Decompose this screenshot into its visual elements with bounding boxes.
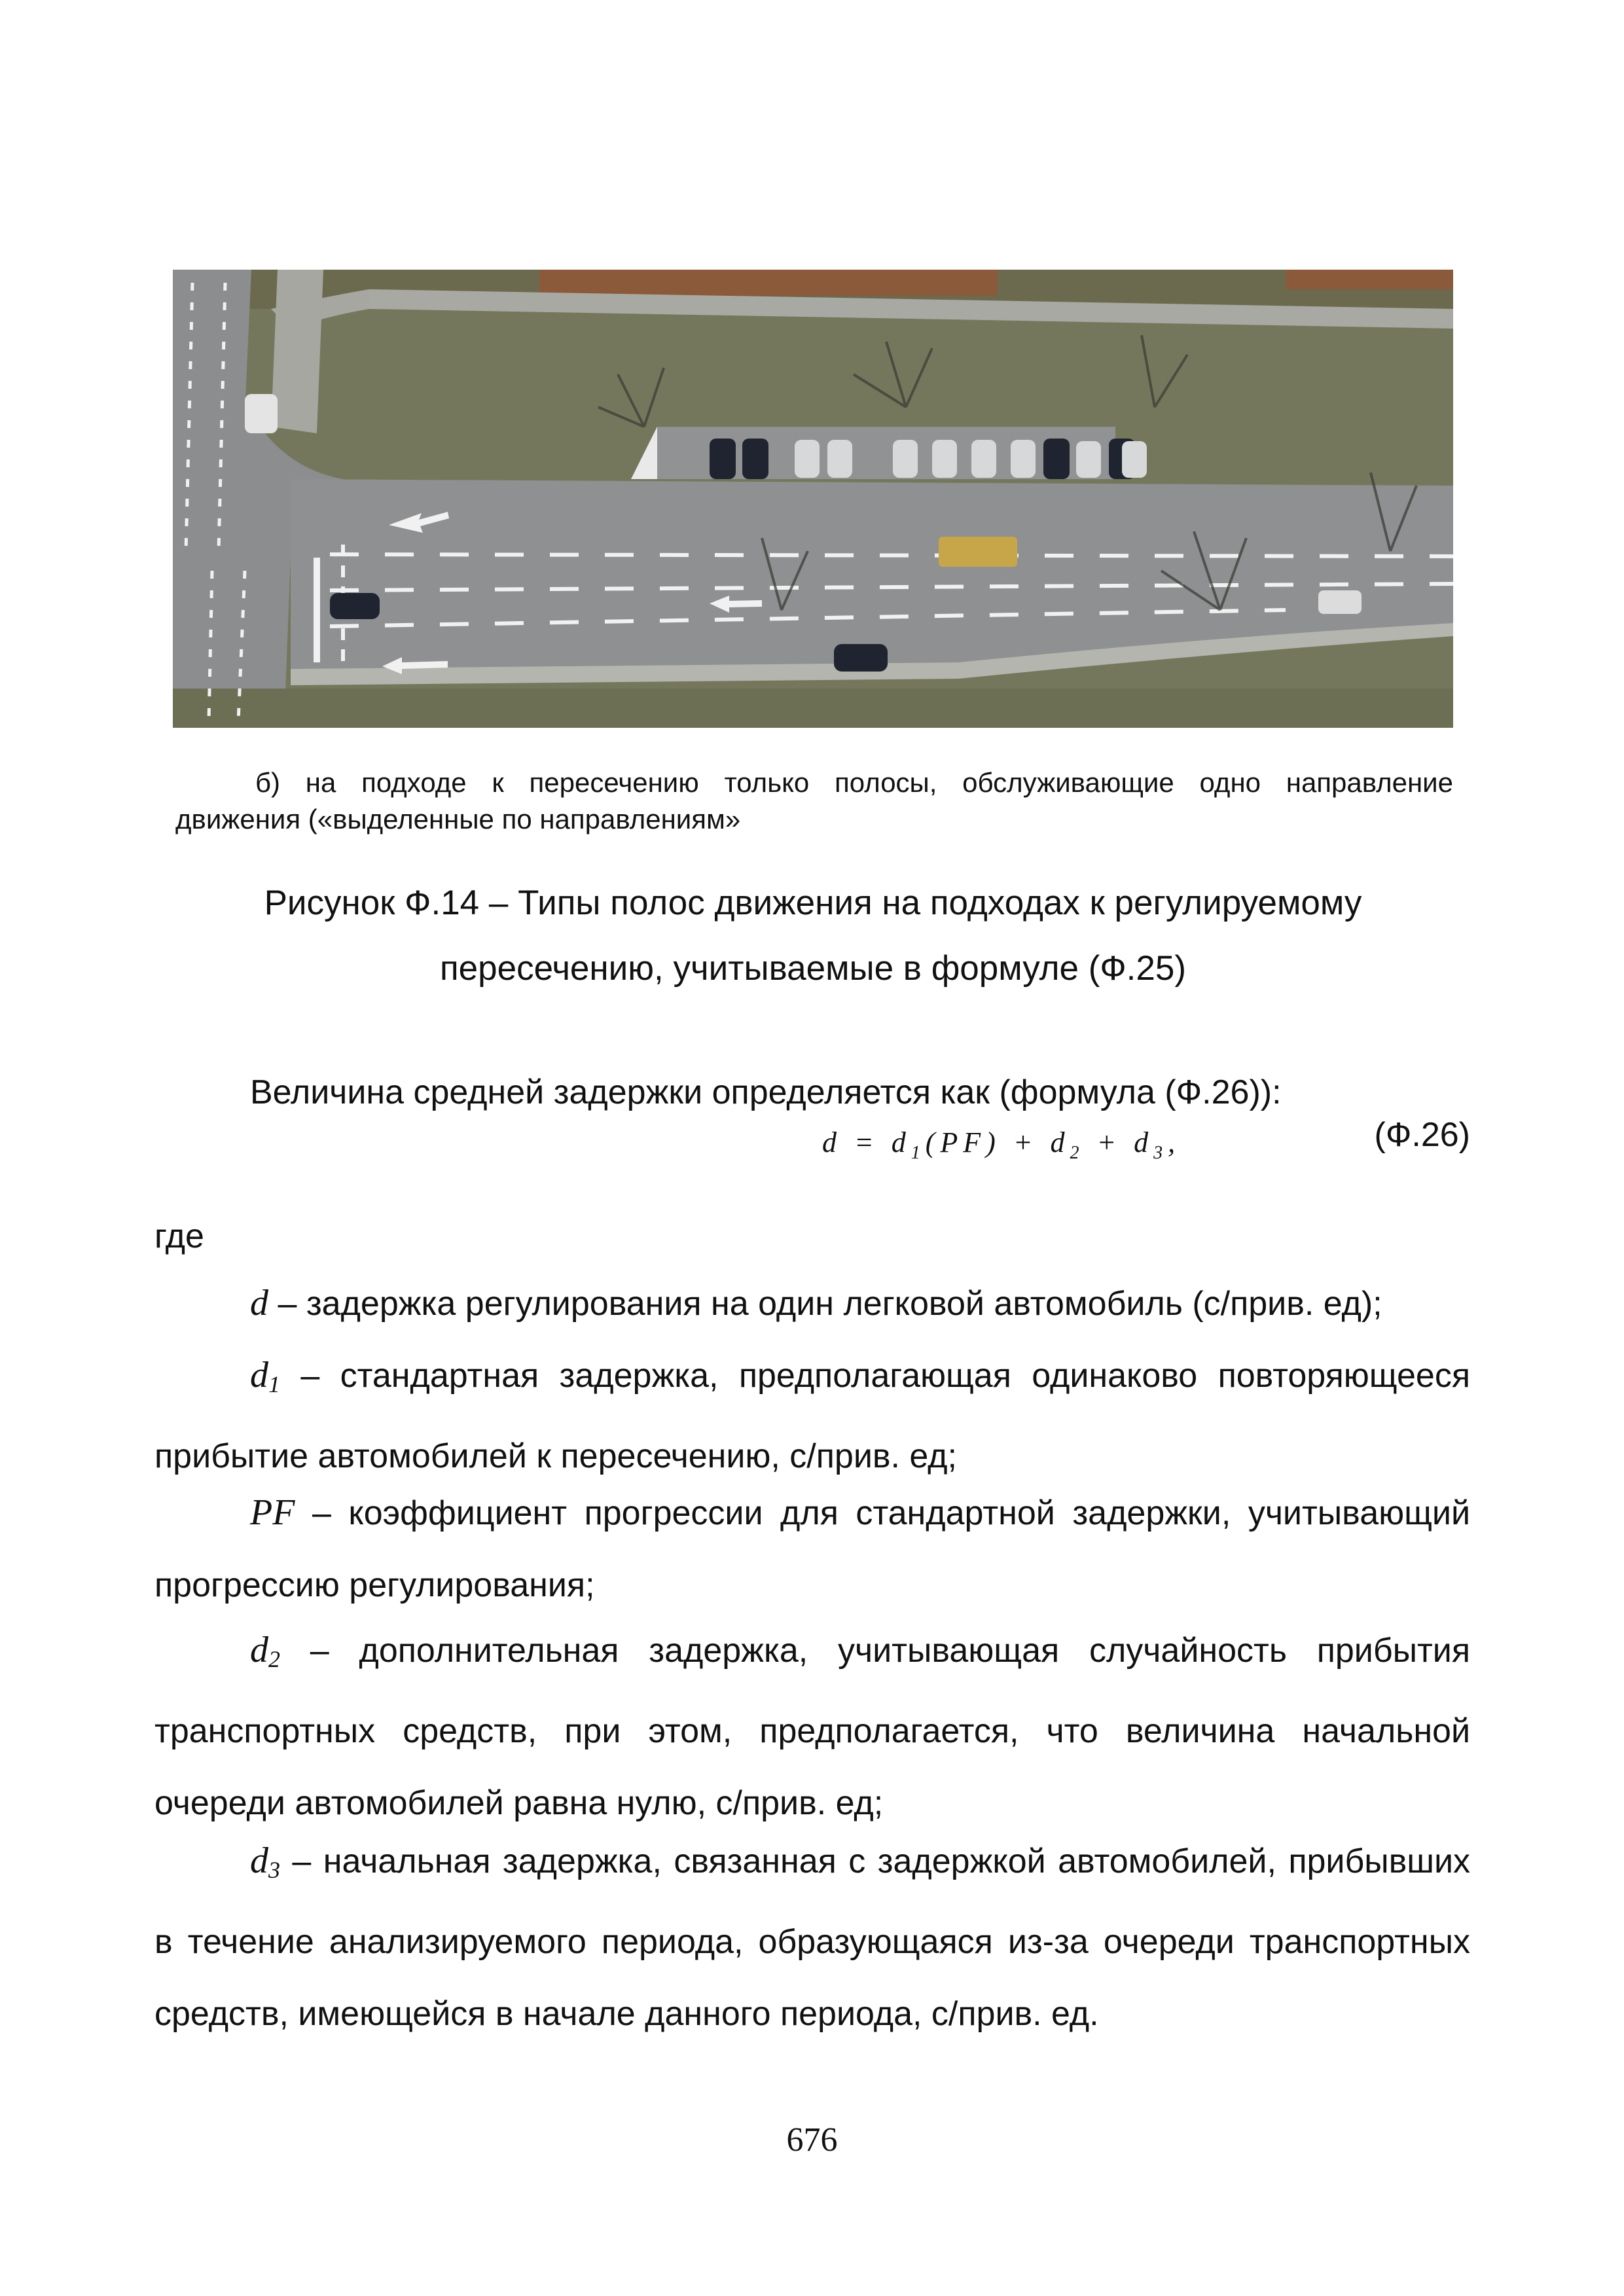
formula-row	[154, 1116, 1470, 1178]
definition-d1: $d_1$ – стандартная задержка, предполагающая одинаково повторяющееся прибытие автомобилей к пересечению, с/прив. ед;	[154, 1355, 1470, 1475]
definition-d: d – задержка регулирования на один легковой автомобиль (с/прив. ед);	[250, 1283, 1382, 1323]
figure-subcaption	[175, 764, 1453, 838]
figure-title-line2: пересечению, учитываемые в формуле (Ф.25)	[439, 949, 1187, 988]
definition-pf: PF – коэффициент прогрессии для стандартной задержки, учитывающий прогрессию регулирования;	[154, 1492, 1470, 1604]
figure-subcaption-line1: б) на подходе к пересечению только полосы, обслуживающие одно направление	[255, 767, 1453, 798]
figure-title-line1: Рисунок Ф.14 – Типы полос движения на подходах к регулируемому	[264, 884, 1362, 922]
where-label: где	[154, 1217, 204, 1255]
definition-d3: $d_3$ – начальная задержка, связанная с задержкой автомобилей, прибывших в течение анализируемого периода, образующаяся из-за очереди транспортных средств, имеющейся в начале данного периода, с/прив. ед.	[154, 1840, 1470, 2033]
definition-d2: $d_2$ – дополнительная задержка, учитывающая случайность прибытия транспортных средств, при этом, предполагается, что величина начальной очереди автомобилей равна нулю, с/прив. ед;	[154, 1630, 1470, 1822]
aerial-photo	[173, 270, 1453, 728]
figure-subcaption-line2: движения («выделенные по направлениям»	[175, 804, 741, 834]
page-number: 676	[786, 2121, 838, 2159]
aerial-photo-drawing	[173, 270, 1453, 728]
figure-title	[173, 870, 1453, 1001]
formula-expression: $d = d_1(PF) + d_2 + d_3$,	[822, 1126, 1181, 1163]
intro-paragraph: Величина средней задержки определяется как (формула (Ф.26)):	[250, 1073, 1282, 1111]
formula-number: (Ф.26)	[1374, 1116, 1470, 1154]
